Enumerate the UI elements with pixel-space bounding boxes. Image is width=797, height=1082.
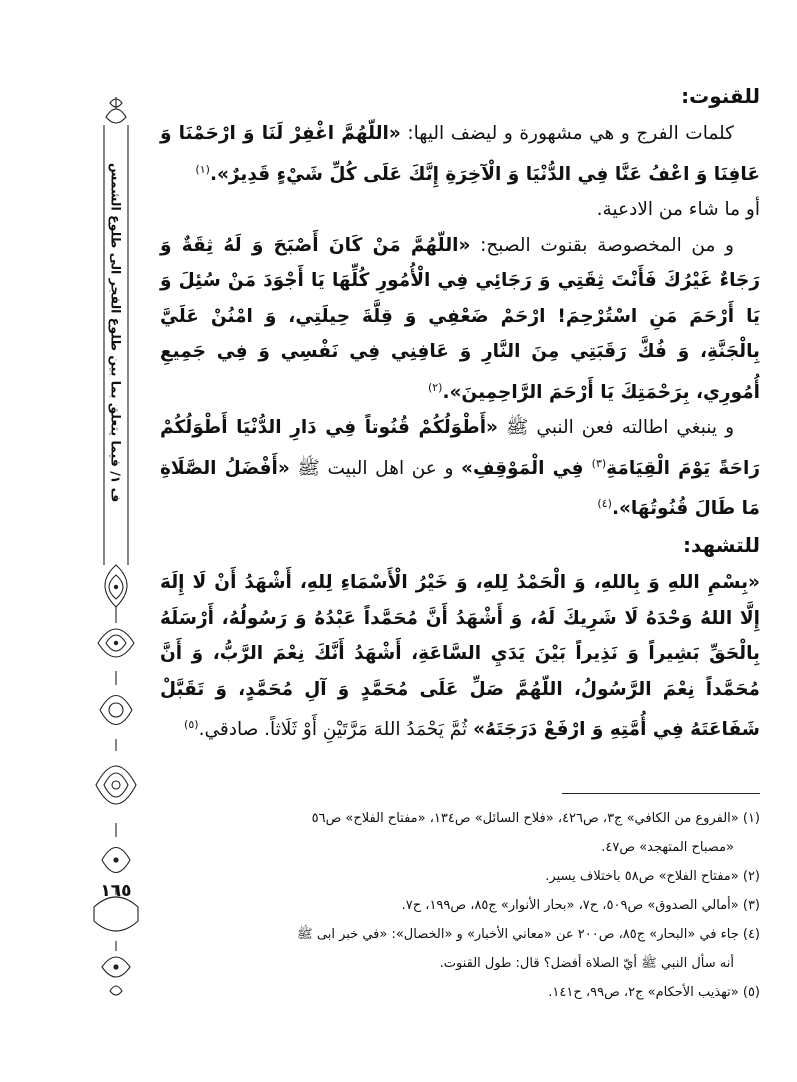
footnote-ref-5: (٥) xyxy=(184,718,199,732)
tashahhud-paragraph xyxy=(160,565,760,748)
chapter-running-title: ف ١/ فيما يتعلق بما بين طلوع الفجر الى طلوع الشمس xyxy=(108,163,124,503)
footnote-2-line-1: (٢) «مفتاح الفلاح» ص٥٨ باختلاف يسير. xyxy=(545,869,760,884)
footnote-4-line-2: أنه سأل النبي ﷺ أيّ الصلاة أفضل؟ قال: طول القنوت. xyxy=(439,956,734,971)
qunut-heading: للقنوت: xyxy=(681,84,760,108)
footnote-5 xyxy=(160,978,760,1007)
footnote-1-line-2: «مصباح المتهجد» ص٤٧. xyxy=(601,840,734,855)
page-number: ١٦٥ xyxy=(100,881,132,901)
qunut-p3-hadith-1-end: فِي الْمَوْقِفِ» xyxy=(461,457,592,479)
footnote-ref-4: (٤) xyxy=(597,497,612,511)
tashahhud-text: «بِسْمِ اللهِ وَ بِاللهِ، وَ الْحَمْدُ لِلهِ، وَ خَيْرُ الْأَسْمَاءِ لِلهِ، أَشْهَدُ أَنْ لَا إِلَهَ إِلَّا اللهُ وَحْدَهُ لَا شَرِيكَ لَهُ، وَ أَشْهَدُ أَنَّ مُحَمَّداً عَبْدُهُ وَ رَسُولُهُ، أَرْسَلَهُ بِالْحَقِّ بَشِيراً وَ نَذِيراً بَيْنَ يَدَيِ السَّاعَةِ، أَشْهَدُ أَنَّكَ نِعْمَ الرَّبُّ، وَ أَنَّ مُحَمَّداً نِعْمَ الرَّسُولُ، اللّهُمَّ صَلِّ عَلَى مُحَمَّدٍ وَ آلِ مُحَمَّدٍ، وَ تَقَبَّلْ شَفَاعَتَهُ فِي أُمَّتِهِ وَ ارْفَعْ دَرَجَتَهُ» xyxy=(160,572,760,741)
tashahhud-tail: ثُمَّ يَحْمَدُ اللهَ مَرَّتَيْنِ أَوْ ثَلَاثاً. صادقي. xyxy=(198,719,474,741)
qunut-p1-intro: كلمات الفرج و هي مشهورة و ليضف اليها: xyxy=(400,123,734,144)
qunut-paragraph-3 xyxy=(160,410,760,527)
qunut-p3-hadith-2: «أَفْضَلُ الصَّلَاةِ مَا طَالَ قُنُوتُهَا». xyxy=(160,457,760,520)
footnote-ref-1: (١) xyxy=(195,162,210,176)
tashahhud-heading: للتشهد: xyxy=(683,533,760,558)
footnote-5-line-1: (٥) «تهذيب الأحكام» ج٢، ص٩٩، ح١٤١. xyxy=(548,985,760,1000)
qunut-p2-supplication: «اللّهُمَّ مَنْ كَانَ أَصْبَحَ وَ لَهُ ثِقَةٌ وَ رَجَاءٌ غَيْرُكَ فَأَنْتَ ثِقَتِي وَ رَجَائِي فِي الْأُمُورِ كُلِّهَا يَا أَجْوَدَ مَنْ سُئِلَ وَ يَا أَرْحَمَ مَنِ اسْتُرْحِمَ! ارْحَمْ ضَعْفِي وَ قِلَّةَ حِيلَتِي، وَ امْنُنْ عَلَيَّ بِالْجَنَّةِ، وَ فُكَّ رَقَبَتِي مِنَ النَّارِ وَ عَافِنِي فِي نَفْسِي وَ فِي جَمِيعِ أُمُورِي، بِرَحْمَتِكَ يَا أَرْحَمَ الرَّاحِمِينَ». xyxy=(160,234,760,403)
qunut-paragraph-1 xyxy=(160,116,760,192)
footnote-1 xyxy=(160,804,760,862)
footnote-1-line-1: (١) «الفروع من الكافي» ج٣، ص٤٢٦، «فلاح السائل» ص١٣٤، «مفتاح الفلاح» ص٥٦ xyxy=(311,811,760,826)
qunut-paragraph-2 xyxy=(160,228,760,411)
footnotes-list xyxy=(160,804,760,1044)
qunut-p3-mid: و عن اهل البيت ﷺ xyxy=(289,457,462,479)
footnote-4 xyxy=(160,920,760,978)
footnote-3-line-1: (٣) «أمالي الصدوق» ص٥٠٩، ح٧، «بحار الأنوار» ج٨٥، ص١٩٩، ح٧. xyxy=(401,898,760,913)
footnote-2 xyxy=(160,862,760,891)
footnote-3 xyxy=(160,891,760,920)
main-text-column xyxy=(160,82,760,741)
qunut-p3-hadith-1: «أَطْوَلُكُمْ قُنُوتاً فِي دَارِ الدُّنْيَا أَطْوَلُكُمْ رَاحَةً يَوْمَ الْقِيَامَةِ xyxy=(160,417,760,479)
footnote-ref-2: (٢) xyxy=(427,380,443,394)
footnote-ref-3: (٣) xyxy=(591,456,607,470)
qunut-p2-intro: و من المخصوصة بقنوت الصبح: xyxy=(470,234,734,256)
qunut-p1-supplication: «اللّهُمَّ اغْفِرْ لَنَا وَ ارْحَمْنَا وَ عَافِنَا وَ اعْفُ عَنَّا فِي الدُّنْيَا وَ الْآخِرَةِ إِنَّكَ عَلَى كُلِّ شَيْءٍ قَدِيرٌ». xyxy=(160,123,760,185)
qunut-p1-tail: أو ما شاء من الادعية. xyxy=(596,199,760,221)
qunut-p3-intro: و ينبغي اطالته فعن النبي ﷺ xyxy=(497,417,734,439)
footnote-4-line-1: (٤) جاء في «البحار» ج٨٥، ص٢٠٠ عن «معاني الأخبار» و «الخصال»: «في خبر ابى ﷺ xyxy=(297,927,760,942)
footnote-divider xyxy=(562,793,760,794)
